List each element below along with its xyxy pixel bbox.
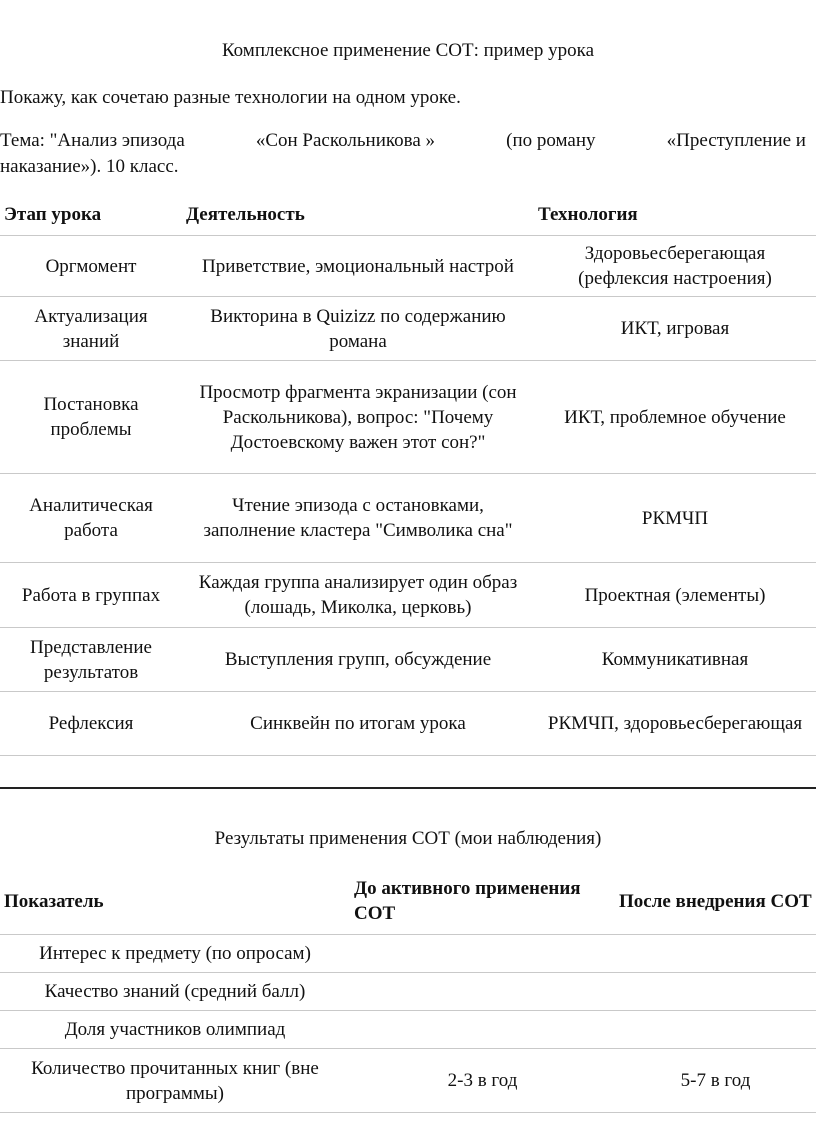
topic-part: (по роману <box>506 130 596 151</box>
before-cell <box>350 973 615 1011</box>
activity-cell: Чтение эпизода с остановками, заполнение кластера "Символика сна" <box>182 474 534 563</box>
topic-part: Тема: "Анализ эпизода <box>0 130 185 151</box>
column-header: Показатель <box>4 890 104 912</box>
stage-cell: Работа в группах <box>0 563 182 628</box>
table-row <box>0 297 816 361</box>
stage-cell: Рефлексия <box>0 692 182 756</box>
activity-cell: Викторина в Quizizz по содержанию романа <box>182 297 534 361</box>
table-row <box>0 563 816 628</box>
table-row <box>0 1011 816 1049</box>
stage-cell: Представление результатов <box>0 628 182 692</box>
column-header: После внедрения СОТ <box>619 890 812 912</box>
after-cell <box>615 935 816 973</box>
table-row <box>0 1049 816 1113</box>
technology-cell: РКМЧП, здоровьесберегающая <box>534 692 816 756</box>
table-row <box>0 361 816 474</box>
lesson-stages-table <box>0 193 816 780</box>
table-row <box>0 474 816 563</box>
table-row <box>0 236 816 297</box>
stage-cell: Актуализация знаний <box>0 297 182 361</box>
technology-cell: РКМЧП <box>534 474 816 563</box>
after-cell: 5-7 в год <box>615 1049 816 1113</box>
technology-cell: ИКТ, игровая <box>534 297 816 361</box>
stage-cell: Аналитическая работа <box>0 474 182 563</box>
intro-paragraph: Покажу, как сочетаю разные технологии на одном уроке. <box>0 87 461 108</box>
after-cell <box>615 1011 816 1049</box>
indicator-cell: Доля участников олимпиад <box>0 1011 350 1049</box>
activity-cell: Просмотр фрагмента экранизации (сон Раскольникова), вопрос: "Почему Достоевскому важен этот сон?" <box>182 361 534 474</box>
indicator-cell: Интерес к предмету (по опросам) <box>0 935 350 973</box>
topic-part: «Преступление и <box>666 130 806 151</box>
before-cell <box>350 935 615 973</box>
technology-cell: ИКТ, проблемное обучение <box>534 361 816 474</box>
after-cell <box>615 973 816 1011</box>
indicator-cell: Количество прочитанных книг (вне программы) <box>0 1049 350 1113</box>
before-cell: 2-3 в год <box>350 1049 615 1113</box>
table-row <box>0 692 816 756</box>
lesson-topic <box>0 128 806 180</box>
page-title: Комплексное применение СОТ: пример урока <box>221 40 595 61</box>
section-divider <box>0 787 816 789</box>
topic-part: «Сон Раскольникова » <box>255 130 436 151</box>
activity-cell: Каждая группа анализирует один образ (лошадь, Миколка, церковь) <box>182 563 534 628</box>
table-header-row <box>0 193 816 236</box>
column-header: Этап урока <box>4 203 102 225</box>
activity-cell: Приветствие, эмоциональный настрой <box>182 236 534 297</box>
activity-cell: Синквейн по итогам урока <box>182 692 534 756</box>
results-table <box>0 868 816 1113</box>
table-row <box>0 973 816 1011</box>
indicator-cell: Качество знаний (средний балл) <box>0 973 350 1011</box>
stage-cell: Оргмомент <box>0 236 182 297</box>
table-row <box>0 628 816 692</box>
topic-line-2: наказание»). 10 класс. <box>0 156 179 177</box>
technology-cell: Коммуникативная <box>534 628 816 692</box>
stage-cell: Постановка проблемы <box>0 361 182 474</box>
technology-cell: Проектная (элементы) <box>534 563 816 628</box>
before-cell <box>350 1011 615 1049</box>
results-heading: Результаты применения СОТ (мои наблюдения) <box>214 828 602 849</box>
activity-cell: Выступления групп, обсуждение <box>182 628 534 692</box>
table-header-row <box>0 868 816 935</box>
column-header: Деятельность <box>186 203 305 225</box>
column-header: До активного применения СОТ <box>354 878 581 924</box>
technology-cell: Здоровьесберегающая (рефлексия настроения) <box>534 236 816 297</box>
column-header: Технология <box>538 203 638 225</box>
table-spacer-row <box>0 756 816 780</box>
table-row <box>0 935 816 973</box>
